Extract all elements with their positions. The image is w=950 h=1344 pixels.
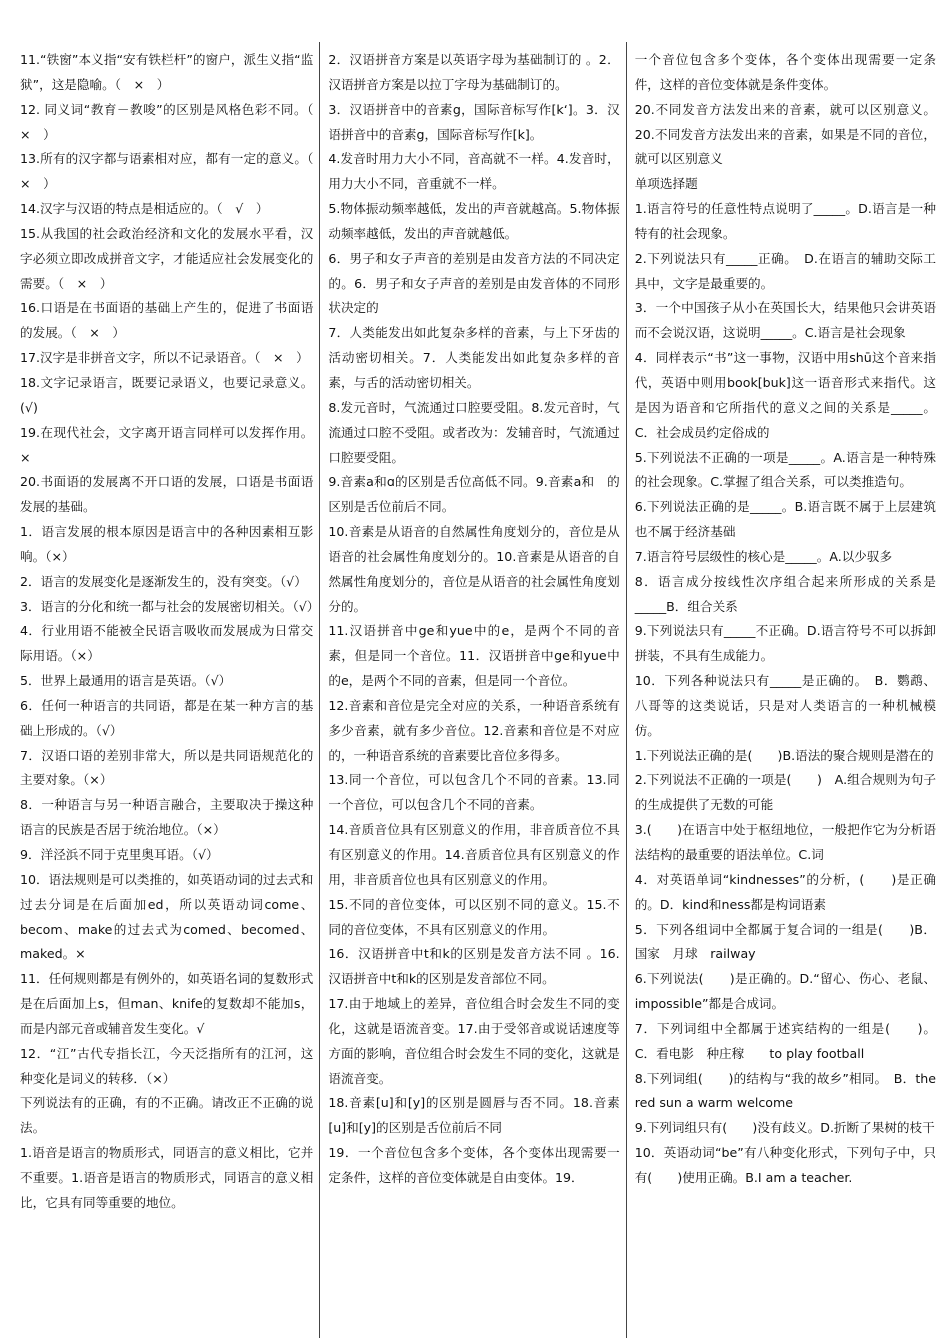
paragraph: 5.下列说法不正确的一项是_____。A.语言是一种特殊的社会现象。C.掌握了组合关系，可以类推造句。	[634, 449, 936, 490]
paragraph: 5．世界上最通用的语言是英语。（√）	[20, 673, 232, 689]
paragraph: 2.下列说法只有_____正确。 D.在语言的辅助交际工具中，文字是最重要的。	[634, 250, 936, 291]
paragraph: 4．对英语单词“kindnesses”的分析，( )是正确的。D．kind和ness都是构词语素	[634, 871, 936, 912]
paragraph: 10.音素是从语音的自然属性角度划分的，音位是从语音的社会属性角度划分的。10.音素是从语音的自然属性角度划分的，音位是从语音的社会属性角度划分的。	[328, 524, 620, 614]
paragraph: 下列说法有的正确，有的不正确。请改正不正确的说法。	[20, 1095, 314, 1136]
paragraph: 15.不同的音位变体，可以区别不同的意义。15.不同的音位变体，不具有区别意义的作用。	[328, 896, 620, 937]
paragraph: 9.下列词组只有( )没有歧义。D.折断了果树的枝干	[634, 1120, 935, 1136]
paragraph: 5.物体振动频率越低，发出的声音就越高。5.物体振动频率越低，发出的声音就越低。	[328, 201, 620, 241]
text-column-left	[20, 48, 326, 1344]
paragraph: 11.“铁窗”本义指“安有铁栏杆”的窗户，派生义指“监狱”，这是隐喻。（ × ）	[20, 52, 314, 92]
paragraph: 10．下列各种说法只有_____是正确的。 B．鹦鹉、八哥等的这类说话，只是对人类语言的一种机械模仿。	[634, 673, 936, 738]
paragraph: 20.书面语的发展离不开口语的发展，口语是书面语发展的基础。	[20, 474, 314, 515]
paragraph: 9.音素a和ɑ的区别是舌位高低不同。9.音素a和 的区别是舌位前后不同。	[328, 474, 620, 515]
paragraph: 8.下列词组( )的结构与“我的故乡”相同。 B．the red sun a warm welcome	[634, 1070, 936, 1111]
paragraph: 17.汉字是非拼音文字，所以不记录语音。（ × ）	[20, 350, 309, 366]
paragraph: 7．汉语口语的差别非常大，所以是共同语规范化的主要对象。（×）	[20, 747, 314, 788]
paragraph: 2．汉语拼音方案是以英语字母为基础制订的 。2．汉语拼音方案是以拉丁字母为基础制订的。	[328, 52, 620, 92]
paragraph: 3．汉语拼音中的音素g，国际音标写作[kʻ]。3．汉语拼音中的音素g，国际音标写作[k]。	[328, 101, 620, 142]
text-column-middle	[320, 48, 625, 1344]
paragraph: 4.发音时用力大小不同，音高就不一样。4.发音时，用力大小不同，音重就不一样。	[328, 151, 620, 192]
paragraph: 单项选择题	[634, 176, 698, 192]
paragraph: 6.下列说法正确的是_____。B.语言既不属于上层建筑也不属于经济基础	[634, 499, 936, 540]
paragraph: 7.语言符号层级性的核心是_____。A.以少驭多	[634, 548, 893, 564]
paragraph: 2.下列说法不正确的一项是( ) A.组合规则为句子的生成提供了无数的可能	[634, 772, 936, 813]
paragraph: 1.下列说法正确的是( )B.语法的聚合规则是潜在的	[634, 747, 934, 763]
paragraph: 3．一个中国孩子从小在英国长大，结果他只会讲英语而不会说汉语，这说明_____。C.语言是社会现象	[634, 300, 936, 341]
paragraph: 6.下列说法( )是正确的。D.“留心、伤心、老鼠、impossible”都是合成词。	[634, 971, 936, 1012]
paragraph: 15.从我国的社会政治经济和文化的发展水平看，汉字必须立即改成拼音文字，才能适应社会发展变化的需要。（ × ）	[20, 225, 314, 291]
paragraph: 3.( )在语言中处于枢纽地位，一般把作它为分析语法结构的最重要的语法单位。C.词	[634, 822, 936, 862]
paragraph: 18.音素[u]和[y]的区别是圆唇与否不同。18.音素[u]和[y]的区别是舌位前后不同	[328, 1095, 620, 1136]
paragraph: 14.音质音位具有区别意义的作用，非音质音位不具有区别意义的作用。14.音质音位具有区别意义的作用，非音质音位也具有区别意义的作用。	[328, 822, 620, 887]
paragraph: 13.所有的汉字都与语素相对应，都有一定的意义。（ × ）	[20, 151, 326, 192]
paragraph: 4．同样表示“书”这一事物，汉语中用shū这个音来指代，英语中则用book[buk]这一语音形式来指代。这是因为语音和它所指代的意义之间的关系是_____。C．社会成员约定俗成的	[634, 350, 936, 440]
text-column-right	[627, 48, 936, 1344]
paragraph: 12. 同义词“教育－教唆”的区别是风格色彩不同。（ × ）	[20, 101, 326, 142]
paragraph: 13.同一个音位，可以包含几个不同的音素。13.同一个音位，可以包含几个不同的音素。	[328, 772, 620, 813]
paragraph: 12.音素和音位是完全对应的关系，一种语音系统有多少音素，就有多少音位。12.音素和音位是不对应的，一种语音系统的音素要比音位多得多。	[328, 697, 620, 763]
paragraph: 16.口语是在书面语的基础上产生的，促进了书面语的发展。（ × ）	[20, 300, 314, 341]
paragraph: 1．语言发展的根本原因是语言中的各种因素相互影响。（×）	[20, 524, 314, 564]
paragraph: 8．语言成分按线性次序组合起来所形成的关系是_____B．组合关系	[634, 573, 936, 614]
paragraph: 1.语音是语言的物质形式，同语言的意义相比，它并不重要。1.语音是语言的物质形式，同语言的意义相比，它具有同等重要的地位。	[20, 1145, 314, 1210]
paragraph: 10．语法规则是可以类推的，如英语动词的过去式和过去分词是在后面加ed，所以英语动词come、becom、make的过去式为comed、becomed、maked。×	[20, 871, 314, 962]
paragraph: 8．一种语言与另一种语言融合，主要取决于操这种语言的民族是否居于统治地位。（×）	[20, 797, 314, 838]
paragraph: 20.不同发音方法发出来的音素，就可以区别意义。20.不同发音方法发出来的音素，如果是不同的音位，就可以区别意义	[634, 101, 936, 167]
paragraph: 9.下列说法只有_____不正确。D.语言符号不可以拆卸拼装，不具有生成能力。	[634, 623, 936, 664]
paragraph: 14.汉字与汉语的特点是相适应的。（ √ ）	[20, 201, 269, 217]
paragraph: 5．下列各组词中全都属于复合词的一组是( )B．国家 月球 railway	[634, 921, 936, 962]
paragraph: 17.由于地域上的差异，音位组合时会发生不同的变化，这就是语流音变。17.由于受邻音或说话速度等方面的影响，音位组合时会发生不同的变化，这就是语流音变。	[328, 996, 620, 1086]
paragraph: 1.语言符号的任意性特点说明了_____。D.语言是一种特有的社会现象。	[634, 201, 936, 241]
paragraph: 18.文字记录语言，既要记录语义，也要记录意义。(√)	[20, 374, 314, 415]
paragraph: 16．汉语拼音中t和k的区别是发音方法不同 。16.汉语拼音中t和k的区别是发音部位不同。	[328, 946, 620, 987]
paragraph: 2．语言的发展变化是逐渐发生的，没有突变。（√）	[20, 573, 307, 589]
paragraph: 7．下列词组中全都属于述宾结构的一组是( )。C．看电影 种庄稼 to play football	[634, 1020, 936, 1061]
paragraph: 19.在现代社会，文字离开语言同样可以发挥作用。×	[20, 424, 314, 465]
paragraph: 11.汉语拼音中ge和yue中的e，是两个不同的音素，但是同一个音位。11．汉语拼音中ge和yue中的e，是两个不同的音素，但是同一个音位。	[328, 623, 620, 689]
paragraph: 12．“江”古代专指长江，今天泛指所有的江河，这种变化是词义的转移．（×）	[20, 1045, 314, 1086]
paragraph: 9．洋泾浜不同于克里奥耳语。（√）	[20, 847, 219, 862]
paragraph: 11．任何规则都是有例外的，如英语名词的复数形式是在后面加上s，但man、knife的复数却不能加s，而是内部元音或辅音发生变化。√	[20, 971, 314, 1036]
paragraph: 10．英语动词“be”有八种变化形式，下列句子中，只有( )使用正确。B.I am a teacher.	[634, 1145, 936, 1185]
paragraph: 7．人类能发出如此复杂多样的音素，与上下牙齿的活动密切相关。7．人类能发出如此复杂多样的音素，与舌的活动密切相关。	[328, 325, 620, 390]
paragraph: 一个音位包含多个变体，各个变体出现需要一定条件，这样的音位变体就是条件变体。	[634, 52, 936, 92]
paragraph: 6．男子和女子声音的差别是由发音方法的不同决定的。6．男子和女子声音的差别是由发音体的不同形状决定的	[328, 250, 620, 316]
paragraph: 3．语言的分化和统一都与社会的发展密切相关。（√）	[20, 598, 320, 614]
paragraph: 6．任何一种语言的共同语，都是在某一种方言的基础上形成的。（√）	[20, 697, 314, 738]
paragraph: 19．一个音位包含多个变体，各个变体出现需要一定条件，这样的音位变体就是自由变体。19．	[328, 1145, 620, 1185]
paragraph: 4．行业用语不能被全民语言吸收而发展成为日常交际用语。（×）	[20, 623, 314, 664]
paragraph: 8.发元音时，气流通过口腔要受阻。8.发元音时，气流通过口腔不受阻。或者改为：发辅音时，气流通过口腔要受阻。	[328, 399, 620, 465]
